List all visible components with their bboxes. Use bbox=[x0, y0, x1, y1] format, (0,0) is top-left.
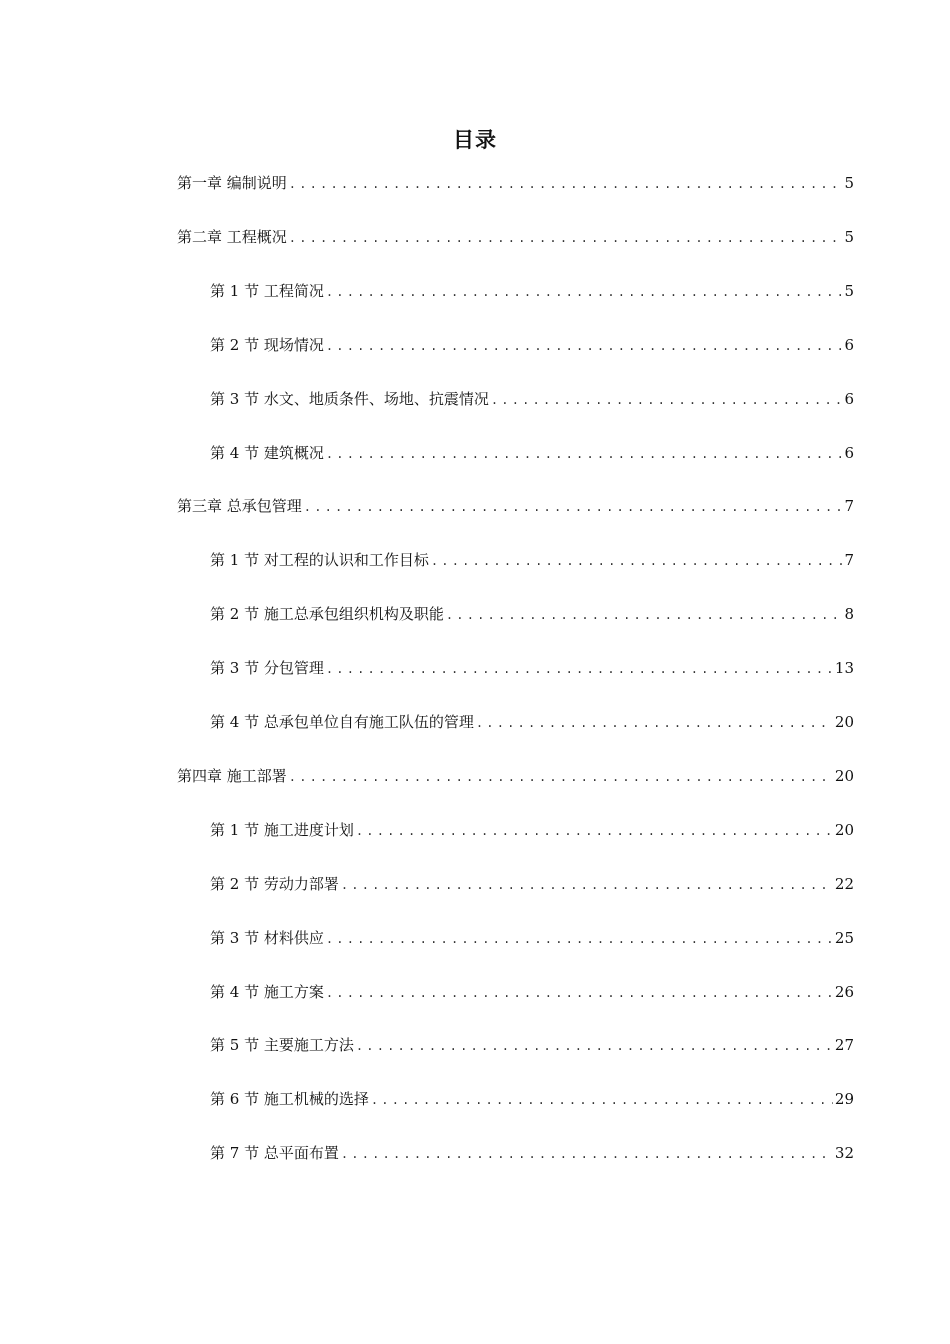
toc-section-entry[interactable] bbox=[210, 818, 854, 842]
toc-entry-label: 第 3 节 水文、地质条件、场地、抗震情况 bbox=[210, 389, 489, 408]
toc-page-number: 20 bbox=[834, 766, 854, 785]
toc-dot-leader bbox=[356, 1034, 833, 1058]
toc-entry-label: 第 6 节 施工机械的选择 bbox=[210, 1090, 369, 1109]
toc-section-entry[interactable] bbox=[210, 279, 854, 303]
toc-section-entry[interactable] bbox=[210, 1087, 854, 1111]
toc-dot-leader bbox=[356, 819, 833, 843]
toc-entry-label: 第 2 节 劳动力部署 bbox=[210, 874, 339, 893]
toc-entry-label: 第 1 节 对工程的认识和工作目标 bbox=[210, 551, 429, 570]
toc-page-number: 32 bbox=[834, 1144, 854, 1163]
toc-dot-leader bbox=[326, 657, 833, 681]
toc-entry-label: 第 4 节 建筑概况 bbox=[210, 443, 324, 462]
toc-entry-label: 第 4 节 总承包单位自有施工队伍的管理 bbox=[210, 713, 474, 731]
toc-dot-leader bbox=[326, 927, 833, 951]
toc-section-entry[interactable] bbox=[210, 1141, 854, 1165]
toc-section-entry[interactable] bbox=[210, 1033, 854, 1057]
toc-entry-label: 第 3 节 分包管理 bbox=[210, 659, 324, 678]
toc-page-number: 8 bbox=[844, 605, 854, 624]
toc-page-number: 22 bbox=[834, 874, 854, 893]
toc-page-number: 26 bbox=[834, 982, 854, 1001]
toc-section-entry[interactable] bbox=[210, 872, 854, 896]
toc-page-number: 25 bbox=[834, 928, 854, 947]
toc-chapter-entry[interactable] bbox=[177, 171, 854, 195]
toc-page-number: 29 bbox=[834, 1090, 854, 1109]
toc-section-entry[interactable] bbox=[210, 548, 854, 572]
toc-page-number: 6 bbox=[844, 335, 854, 354]
toc-page-number: 13 bbox=[834, 659, 854, 678]
toc-entry-label: 第 2 节 现场情况 bbox=[210, 335, 324, 354]
toc-dot-leader bbox=[326, 442, 843, 466]
toc-entry-label: 第 1 节 施工进度计划 bbox=[210, 820, 354, 839]
toc-section-entry[interactable] bbox=[210, 333, 854, 357]
toc-dot-leader bbox=[326, 981, 833, 1005]
toc-section-entry[interactable] bbox=[210, 602, 854, 626]
toc-entry-label: 第 1 节 工程简况 bbox=[210, 281, 324, 300]
toc-page-number: 27 bbox=[834, 1036, 854, 1055]
toc-dot-leader bbox=[289, 226, 843, 250]
toc-entry-label: 第 4 节 施工方案 bbox=[210, 982, 324, 1001]
toc-entry-label: 第 3 节 材料供应 bbox=[210, 928, 324, 947]
toc-chapter-entry[interactable] bbox=[177, 225, 854, 249]
toc-page-number: 6 bbox=[844, 389, 854, 408]
toc-page-number: 6 bbox=[844, 443, 854, 462]
toc-page-number: 7 bbox=[844, 551, 854, 570]
toc-dot-leader bbox=[446, 603, 843, 627]
toc-dot-leader bbox=[289, 172, 843, 196]
toc-dot-leader bbox=[371, 1088, 833, 1112]
toc-section-entry[interactable] bbox=[210, 656, 854, 680]
toc-dot-leader bbox=[491, 388, 843, 412]
toc-dot-leader bbox=[476, 711, 833, 735]
toc-section-entry[interactable] bbox=[210, 387, 854, 411]
toc-entry-label: 第一章 编制说明 bbox=[177, 174, 287, 192]
toc-entry-label: 第三章 总承包管理 bbox=[177, 497, 302, 516]
toc-section-entry[interactable] bbox=[210, 441, 854, 465]
toc-dot-leader bbox=[289, 765, 833, 789]
toc-dot-leader bbox=[341, 873, 833, 897]
toc-page-number: 20 bbox=[834, 713, 854, 731]
toc-entry-label: 第 5 节 主要施工方法 bbox=[210, 1036, 354, 1055]
toc-page-number: 5 bbox=[844, 227, 854, 246]
toc-chapter-entry[interactable] bbox=[177, 764, 854, 788]
toc-page-number: 7 bbox=[844, 497, 854, 516]
toc-chapter-entry[interactable] bbox=[177, 494, 854, 518]
toc-section-entry[interactable] bbox=[210, 710, 854, 734]
toc-dot-leader bbox=[326, 334, 843, 358]
toc-entry-label: 第 7 节 总平面布置 bbox=[210, 1144, 339, 1163]
toc-title: 目录 bbox=[453, 128, 497, 152]
toc-dot-leader bbox=[326, 280, 843, 304]
toc-section-entry[interactable] bbox=[210, 926, 854, 950]
toc-entry-label: 第四章 施工部署 bbox=[177, 766, 287, 785]
toc-entry-label: 第二章 工程概况 bbox=[177, 227, 287, 246]
toc-dot-leader bbox=[304, 495, 843, 519]
toc-dot-leader bbox=[341, 1142, 833, 1166]
toc-page-number: 5 bbox=[844, 281, 854, 300]
toc-page-number: 20 bbox=[834, 820, 854, 839]
toc-page-number: 5 bbox=[844, 174, 854, 192]
toc-dot-leader bbox=[431, 549, 843, 573]
toc-section-entry[interactable] bbox=[210, 980, 854, 1004]
toc-entry-label: 第 2 节 施工总承包组织机构及职能 bbox=[210, 605, 444, 624]
